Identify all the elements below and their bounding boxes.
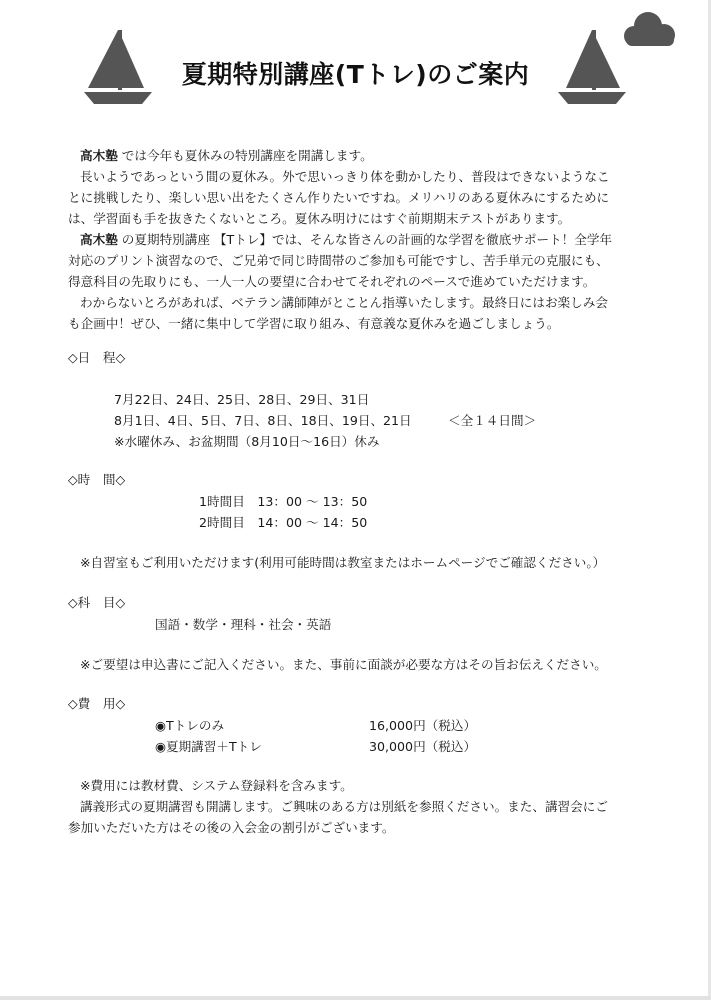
fees-note: 講義形式の夏期講習も開講します。ご興味のある方は別紙を参照ください。また、講習会にご: [80, 799, 608, 814]
schedule-total: ＜全１４日間＞: [448, 413, 537, 428]
intro-line: 長いようであっという間の夏休み。外で思いっきり体を動かしたり、普段はできないようなこ: [80, 169, 610, 184]
fees-note: ※費用には教材費、システム登録料を含みます。: [80, 778, 353, 793]
fee-item-name: ◉夏期講習＋Tトレ: [155, 739, 262, 754]
intro-line: 高木塾 の夏期特別講座 【Tトレ】では、そんな皆さんの計画的な学習を徹底サポート！全学年: [80, 232, 613, 247]
subjects-heading: ◇科 目◇: [68, 595, 126, 610]
fees-heading: ◇費 用◇: [68, 696, 126, 711]
time-heading: ◇時 間◇: [68, 472, 126, 487]
schedule-august: 8月1日、4日、5日、7日、8日、18日、19日、21日: [114, 413, 412, 428]
schedule-note: ※水曜休み、お盆期間（8月10日〜16日）休み: [114, 434, 380, 449]
schedule-july: 7月22日、24日、25日、28日、29日、31日: [114, 392, 370, 407]
time-period-2: 2時間目 14：00 〜 14：50: [199, 515, 368, 530]
time-period-1: 1時間目 13：00 〜 13：50: [199, 494, 368, 509]
intro-line: 高木塾 では今年も夏休みの特別講座を開講します。: [80, 148, 373, 163]
intro-line: わからないとろがあれば、ベテラン講師陣がとことん指導いたします。最終日にはお楽しみ会: [80, 295, 608, 310]
fee-item-name: ◉Tトレのみ: [155, 718, 225, 733]
sailboat-icon: [82, 28, 154, 106]
schedule-heading: ◇日 程◇: [68, 350, 126, 365]
intro-line: 得意科目の先取りにも、一人一人の要望に合わせてそれぞれのペースで進めていただけます。: [68, 274, 596, 289]
subjects-note: ※ご要望は申込書にご記入ください。また、事前に面談が必要な方はその旨お伝えください。: [80, 657, 607, 672]
school-name: 高木塾: [80, 148, 118, 163]
fee-item-price: 16,000円（税込）: [369, 718, 477, 733]
page-title: 夏期特別講座(Tトレ)のご案内: [181, 60, 530, 89]
time-note: ※自習室もご利用いただけます(利用可能時間は教室またはホームページでご確認ください。）: [80, 555, 606, 570]
fees-note: 参加いただいた方はその後の入会金の割引がございます。: [68, 820, 395, 835]
page-edge: [0, 996, 711, 1000]
intro-line: は、学習面も手を抜きたくないところ。夏休み明けにはすぐ前期期末テストがあります。: [68, 211, 571, 226]
intro-line: も企画中！ぜひ、一緒に集中して学習に取り組み、有意義な夏休みを過ごしましょう。: [68, 316, 560, 331]
fee-item-price: 30,000円（税込）: [369, 739, 477, 754]
intro-line: 対応のプリント演習なので、ご兄弟で同じ時間帯のご参加も可能ですし、苦手単元の克服にも、: [68, 253, 609, 268]
intro-line: とに挑戦したり、楽しい思い出をたくさん作りたいですね。メリハリのある夏休みにするために: [68, 190, 610, 205]
subjects-list: 国語・数学・理科・社会・英語: [155, 617, 332, 632]
cloud-icon: [618, 10, 680, 50]
school-name: 高木塾: [80, 232, 118, 247]
